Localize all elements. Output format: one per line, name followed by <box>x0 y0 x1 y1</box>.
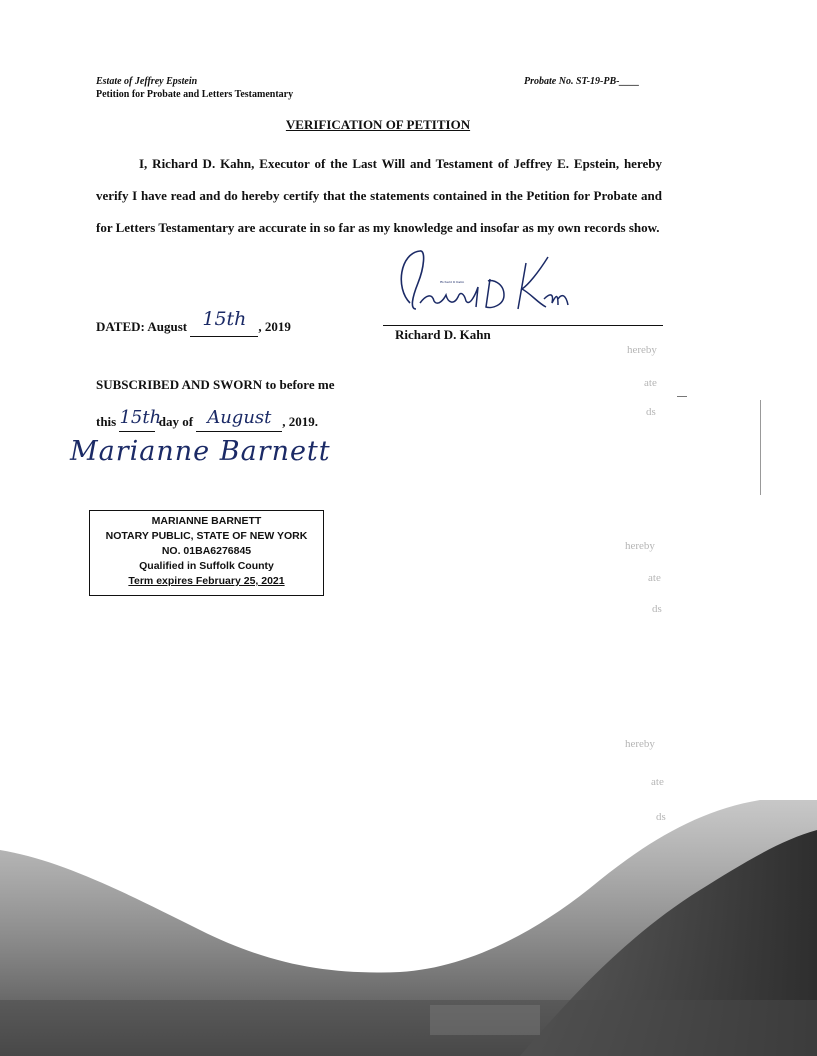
sworn-year: , 2019. <box>282 414 319 429</box>
bleed-through-text: hereby <box>625 738 655 750</box>
dated-line <box>96 308 291 337</box>
signer-printed-name: Richard D. Kahn <box>395 327 491 342</box>
document-title: VERIFICATION OF PETITION <box>285 117 471 132</box>
bleed-through-text: ds <box>656 811 666 823</box>
signature-line <box>383 325 663 326</box>
sworn-day-handwritten: 15th <box>119 407 162 428</box>
bleed-through-text: ds <box>646 406 656 418</box>
scan-shadow <box>0 800 817 1056</box>
this-word: this <box>96 414 117 429</box>
notary-stamp-title: NOTARY PUBLIC, STATE OF NEW YORK <box>105 530 308 542</box>
document-type: Petition for Probate and Letters Testamentary <box>96 89 294 100</box>
notary-stamp-number: NO. 01BA6276845 <box>161 545 252 557</box>
bleed-through-text: ate <box>644 377 657 389</box>
signature-text: Richard D Kahn <box>440 280 465 284</box>
bleed-through-text: hereby <box>625 540 655 552</box>
dated-day-blank <box>190 308 258 337</box>
bleed-through-text: ate <box>651 776 664 788</box>
dated-prefix: DATED: August <box>96 319 188 334</box>
verification-text: I, Richard D. Kahn, Executor of the Last Will and Testament of Jeffrey E. Epstein, hereby verify I have read and do hereby certify that the statements contained in the Petition for Probate and for Letters Testamentary are accurate in so far as my knowledge and insofar as my own records show. <box>96 156 662 235</box>
sworn-month-handwritten: August <box>207 407 272 428</box>
bleed-through-text: hereby <box>627 344 657 356</box>
sworn-month-blank <box>196 407 282 432</box>
estate-name: Estate of Jeffrey Epstein <box>96 76 198 87</box>
notary-stamp-expiry: Term expires February 25, 2021 <box>128 575 285 587</box>
sworn-day-blank <box>119 407 162 432</box>
bleed-through-text: ds <box>652 603 662 615</box>
notary-stamp-county: Qualified in Suffolk County <box>139 560 274 572</box>
kahn-signature <box>380 243 570 325</box>
dated-suffix: , 2019 <box>258 319 291 334</box>
sworn-statement: SUBSCRIBED AND SWORN to before me <box>96 377 335 392</box>
page-edge-line <box>760 400 761 495</box>
sworn-date-line <box>96 407 319 432</box>
dated-day-handwritten: 15th <box>202 308 247 330</box>
notary-stamp-name: MARIANNE BARNETT <box>151 515 262 527</box>
notary-signature: Marianne Barnett <box>70 436 331 467</box>
day-of-text: day of <box>158 414 194 429</box>
probate-number: Probate No. ST-19-PB-____ <box>524 76 640 87</box>
notary-stamp <box>89 510 324 596</box>
stray-mark <box>677 396 687 397</box>
bleed-through-text: ate <box>648 572 661 584</box>
